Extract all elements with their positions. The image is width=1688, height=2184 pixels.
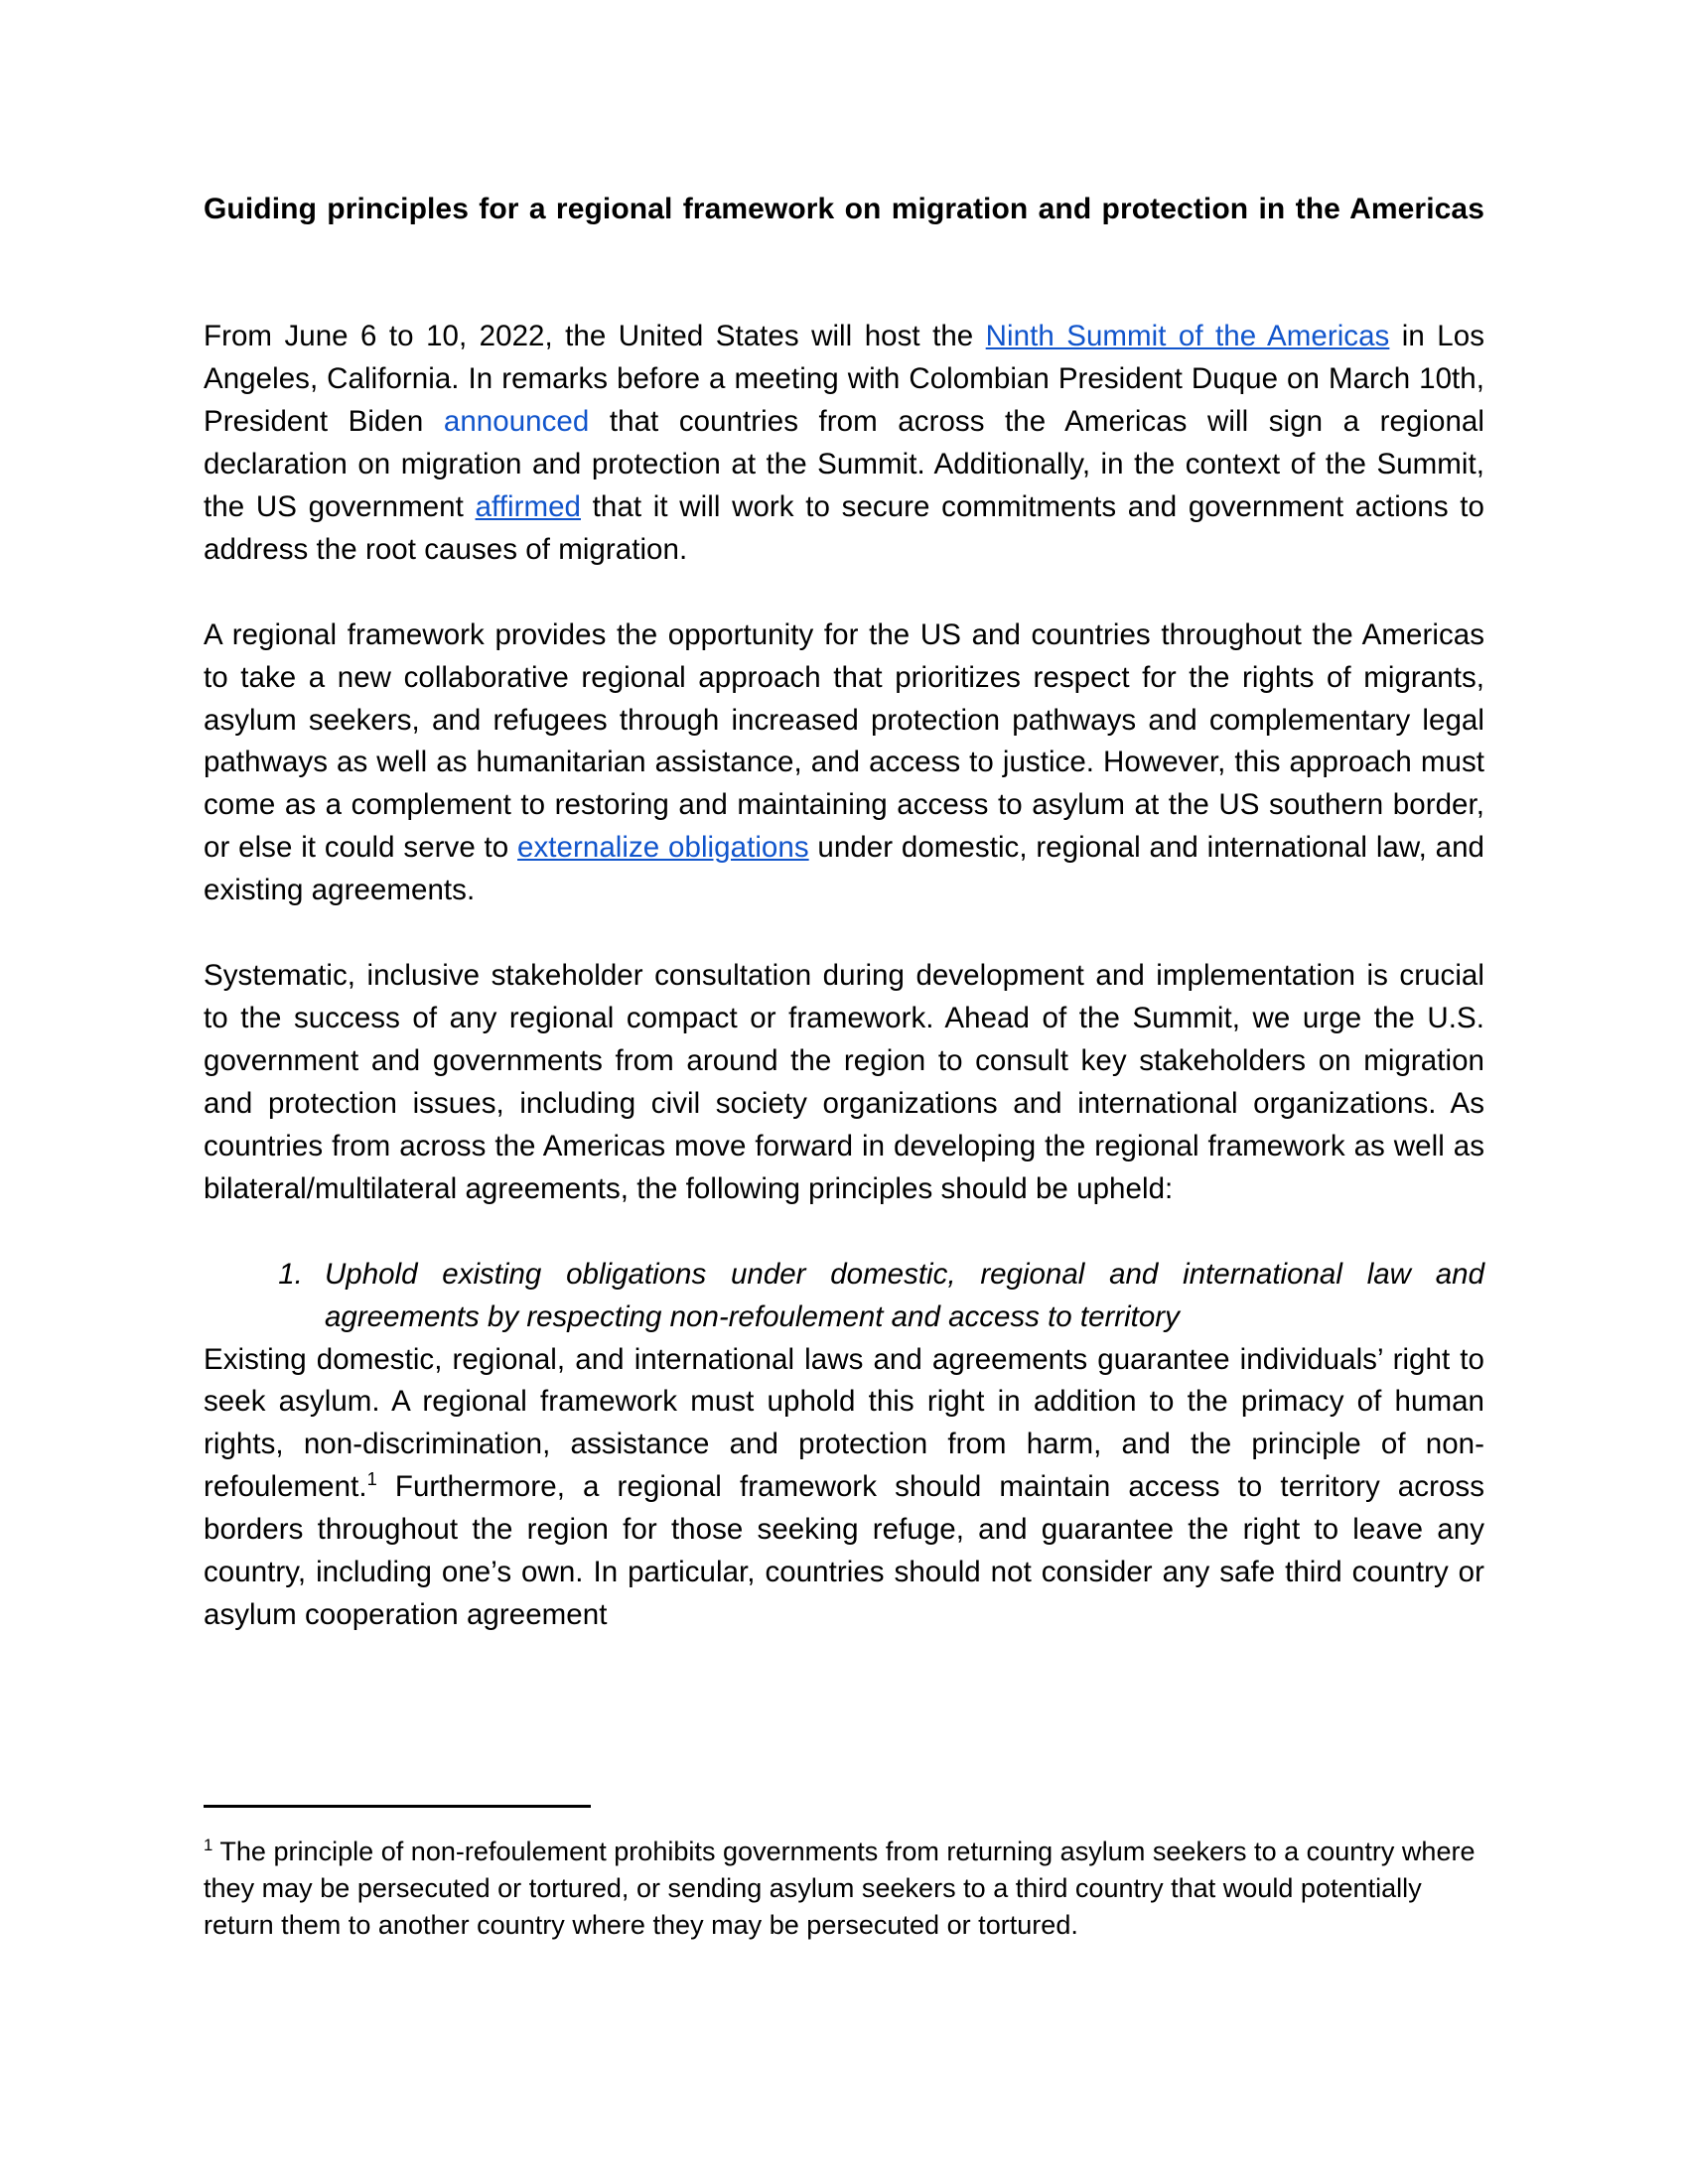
list-item bbox=[311, 1254, 1484, 1339]
intro-text-part-3: that countries from across the Americas will sign a regional declaration on migration and protection at the Summit. Additionally, in the context of the Summit, the US government bbox=[204, 405, 1484, 523]
footnote-reference-marker[interactable]: 1 bbox=[366, 1468, 377, 1490]
regional-framework-paragraph bbox=[204, 614, 1484, 912]
principle-1-text: 1. Uphold existing obligations under domestic, regional and international law and agreements by respecting non-refoulement and access to territory bbox=[325, 1257, 1484, 1333]
intro-text-part-4: that it will work to secure commitments and government actions to address the root causes of migration. bbox=[204, 489, 1484, 566]
link-externalize-obligations[interactable]: externalize obligations bbox=[517, 831, 809, 865]
footnote-separator-rule bbox=[204, 1805, 591, 1808]
regional-framework-text-part-2: under domestic, regional and international law, and existing agreements. bbox=[204, 831, 1484, 907]
paragraph-spacer-1 bbox=[204, 572, 1484, 614]
document-body bbox=[204, 189, 1484, 1637]
footnote-text bbox=[204, 1834, 1484, 1944]
principles-list bbox=[204, 1254, 1484, 1339]
footnote-body: The principle of non-refoulement prohibits governments from returning asylum seekers to a country where they may be persecuted or tortured, or sending asylum seekers to a third country that would potentially return them to another country where they may be persecuted or tortured. bbox=[204, 1837, 1476, 1940]
principle-body-part-2: Furthermore, a regional framework should maintain access to territory across borders throughout the region for those seeking refuge, and guarantee the right to leave any country, including one’s own. In particular, countries should not consider any safe third country or asylum cooperation agreement bbox=[204, 1470, 1484, 1632]
footnote-number: 1 bbox=[204, 1836, 213, 1854]
paragraph-spacer-2 bbox=[204, 912, 1484, 955]
intro-text-part-1: From June 6 to 10, 2022, the United States will host the bbox=[204, 320, 986, 353]
footnote-area bbox=[204, 1805, 1484, 1944]
intro-text-part-2: in Los Angeles, California. In remarks before a meeting with Colombian President Duque on March 10th, President Biden bbox=[204, 320, 1484, 439]
stakeholder-consultation-paragraph: Systematic, inclusive stakeholder consultation during development and implementation is crucial to the success of any regional compact or framework. Ahead of the Summit, we urge the U.S. government and governments from around the region to consult key stakeholders on migration and protection issues, including civil society organizations and international organizations. As countries from across the Americas move forward in developing the regional framework as well as bilateral/multilateral agreements, the following principles should be upheld: bbox=[204, 959, 1484, 1205]
regional-framework-text-part-1: A regional framework provides the opportunity for the US and countries throughout the Americas to take a new collaborative regional approach that prioritizes respect for the rights of migrants, asylum seekers, and refugees through increased protection pathways and complementary legal pathways as well as humanitarian assistance, and access to justice. However, this approach must come as a complement to restoring and maintaining access to asylum at the US southern border, or else it could serve to bbox=[204, 617, 1484, 865]
intro-paragraph bbox=[204, 316, 1484, 572]
principle-1-body-paragraph bbox=[204, 1339, 1484, 1637]
link-ninth-summit-of-the-americas[interactable]: Ninth Summit of the Americas bbox=[985, 320, 1390, 353]
page-title: Guiding principles for a regional framework on migration and protection in the Americas bbox=[204, 193, 1484, 225]
link-announced[interactable]: announced bbox=[443, 405, 590, 439]
link-affirmed[interactable]: affirmed bbox=[475, 489, 581, 523]
principle-body-part-1: Existing domestic, regional, and international laws and agreements guarantee individuals’ right to seek asylum. A regional framework must uphold this right in addition to the primacy of human rights, non-discrimination, assistance and protection from harm, and the principle of non-refoulement. bbox=[204, 1342, 1484, 1504]
paragraph-spacer-3 bbox=[204, 1211, 1484, 1254]
title-paragraph-spacer bbox=[204, 273, 1484, 316]
